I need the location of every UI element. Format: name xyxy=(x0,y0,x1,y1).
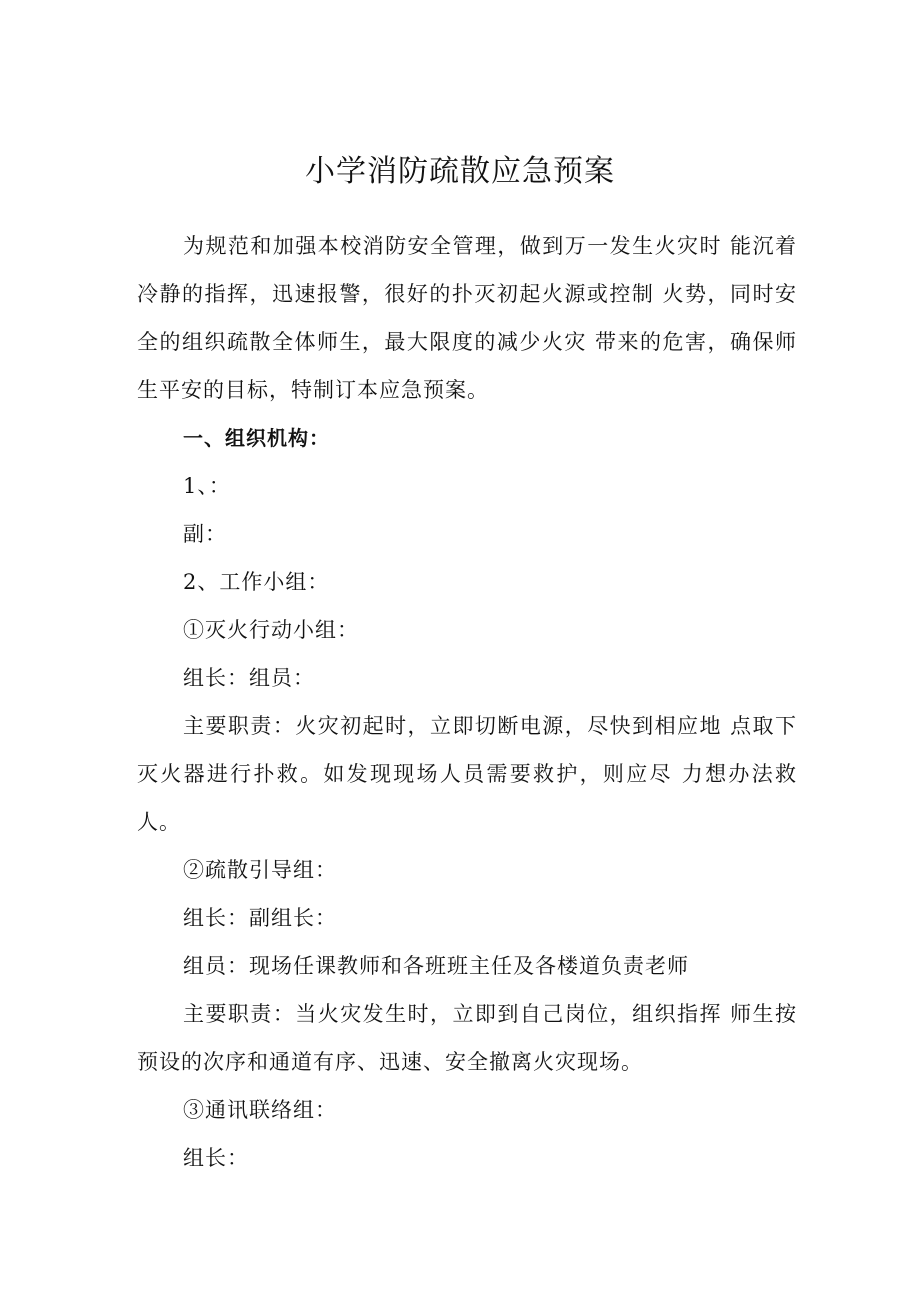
group-2-duty: 主要职责：当火灾发生时，立即到自己岗位，组织指挥 师生按预设的次序和通道有序、迅速、安全撤离火灾现场。 xyxy=(137,1002,797,1074)
group-2-name: ②疏散引导组： xyxy=(183,858,337,882)
intro-paragraph: 为规范和加强本校消防安全管理，做到万一发生火灾时 能沉着冷静的指挥，迅速报警，很好的扑灭初起火源或控制 火势，同时安全的组织疏散全体师生，最大限度的减少火灾 带来的危害，确保师生平安的目标，特制订本应急预案。 xyxy=(137,234,797,402)
group-3-leader: 组长： xyxy=(183,1146,249,1170)
group-1-members: 组长：组员： xyxy=(183,666,315,690)
document-title: 小学消防疏散应急预案 xyxy=(305,154,615,189)
group-1-duty: 主要职责：火灾初起时，立即切断电源，尽快到相应地 点取下灭火器进行扑救。如发现现场人员需要救护，则应尽 力想办法救人。 xyxy=(137,714,797,834)
group-2-leaders: 组长：副组长： xyxy=(183,906,337,930)
section-heading-organization: 一、组织机构： xyxy=(183,426,330,450)
document-body xyxy=(137,222,797,1182)
item-1: 1、： xyxy=(183,474,231,498)
group-1-name: ①灭火行动小组： xyxy=(183,618,359,642)
group-2-members: 组员：现场任课教师和各班班主任及各楼道负责老师 xyxy=(183,954,689,978)
item-1-deputy: 副： xyxy=(183,522,227,546)
group-3-name: ③通讯联络组： xyxy=(183,1098,337,1122)
item-2: 2、工作小组： xyxy=(183,570,330,594)
